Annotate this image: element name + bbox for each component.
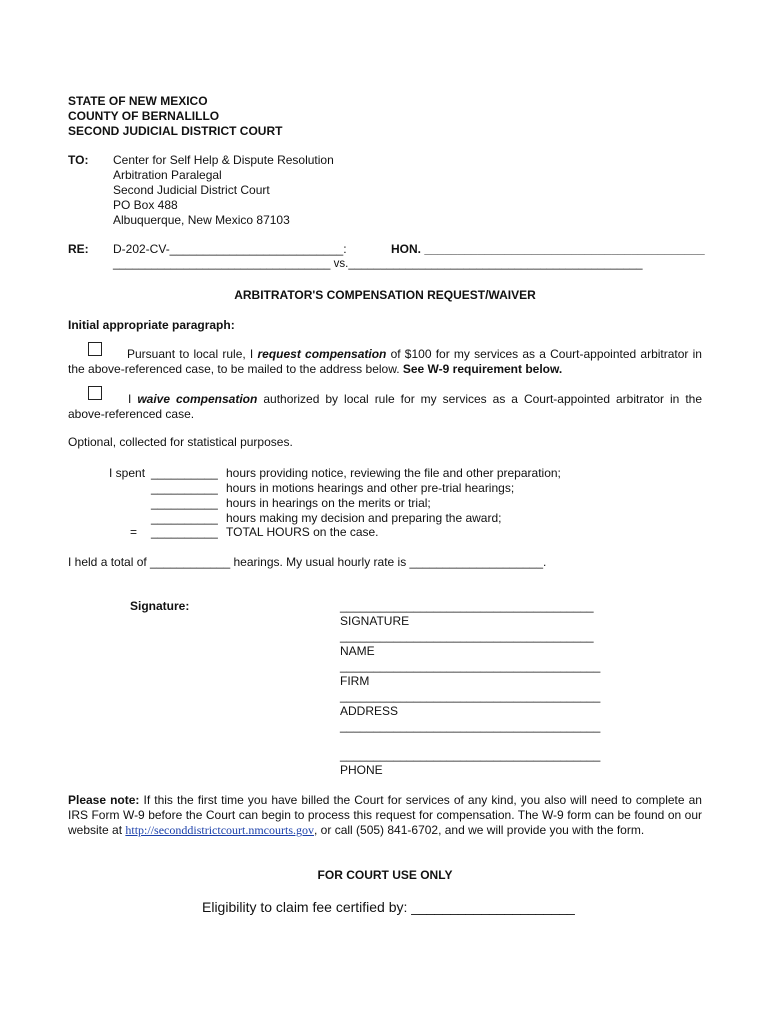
hours-item-motions: hours in motions hearings and other pre-trial hearings; — [226, 481, 515, 495]
address-blank-2[interactable]: _______________________________________ — [340, 719, 601, 733]
hours-item-decision: hours making my decision and preparing the award; — [226, 511, 502, 525]
hours-item-total: TOTAL HOURS on the case. — [226, 525, 379, 539]
phone-field-label: PHONE — [340, 763, 383, 777]
hours-blank[interactable]: __________ — [151, 496, 218, 510]
please-note-paragraph — [68, 793, 702, 838]
to-address-line: Center for Self Help & Dispute Resolution — [113, 153, 334, 167]
request-text-pre: Pursuant to local rule, I — [127, 347, 258, 361]
name-blank[interactable]: ______________________________________ — [340, 629, 594, 643]
court-website-link[interactable]: http://seconddistrictcourt.nmcourts.gov — [125, 823, 315, 837]
hours-prefix: I spent — [109, 466, 146, 480]
instructions: Initial appropriate paragraph: — [68, 318, 235, 332]
judge-field: HON. __________________________________________ — [391, 242, 705, 256]
hours-item-preparation: hours providing notice, reviewing the file and other preparation; — [226, 466, 561, 480]
request-paragraph — [68, 347, 702, 377]
parties-field: __________________________________ vs.______________________________________________ — [113, 258, 643, 270]
optional-note: Optional, collected for statistical purposes. — [68, 435, 293, 449]
to-address-line: Arbitration Paralegal — [113, 168, 222, 182]
form-title: ARBITRATOR'S COMPENSATION REQUEST/WAIVER — [234, 288, 536, 302]
hearings-rate-line: I held a total of ____________ hearings. My usual hourly rate is ____________________. — [68, 555, 547, 569]
eligibility-line: Eligibility to claim fee certified by: _____________________ — [202, 899, 575, 915]
hours-item-trial: hours in hearings on the merits or trial; — [226, 496, 431, 510]
hours-blank[interactable]: __________ — [151, 525, 218, 539]
total-equals: = — [130, 525, 138, 539]
case-number-field: D-202-CV-__________________________: — [113, 242, 347, 256]
phone-blank[interactable]: _______________________________________ — [340, 748, 601, 762]
firm-blank[interactable]: _______________________________________ — [340, 659, 601, 673]
w9-requirement-note: See W-9 requirement below. — [402, 362, 563, 376]
request-text-mid: of $100 for my services as a Court-appointed arbitrator in the above-referenced case, to be mailed to the address below. — [68, 347, 702, 376]
court-header-court: SECOND JUDICIAL DISTRICT COURT — [68, 124, 283, 138]
signature-field-label: SIGNATURE — [340, 614, 410, 628]
waive-paragraph — [68, 392, 702, 422]
name-field-label: NAME — [340, 644, 375, 658]
address-field-label: ADDRESS — [340, 704, 399, 718]
request-emphasis: request compensation — [257, 347, 387, 361]
court-header-county: COUNTY OF BERNALILLO — [68, 109, 220, 123]
hours-blank[interactable]: __________ — [151, 466, 218, 480]
to-address-line: Albuquerque, New Mexico 87103 — [113, 213, 290, 227]
waive-text-post: authorized by local rule for my services as a Court-appointed arbitrator in the above-referenced case. — [68, 392, 703, 421]
signature-blank[interactable]: ______________________________________ — [340, 599, 594, 613]
please-note-text: If this the first time you have billed the Court for services of any kind, you also will need to complete an IRS Form W-9 before the Court can begin to process this request for compensation. The W-9 form can be found on our website at — [68, 793, 702, 837]
to-address-line: PO Box 488 — [113, 198, 178, 212]
court-use-heading: FOR COURT USE ONLY — [317, 868, 453, 882]
waive-text-pre: I — [128, 392, 138, 406]
re-label: RE: — [68, 242, 89, 256]
please-note-label: Please note: — [68, 793, 140, 807]
signature-label: Signature: — [130, 599, 190, 613]
hours-blank[interactable]: __________ — [151, 481, 218, 495]
please-note-text-end: , or call (505) 841-6702, and we will provide you with the form. — [314, 823, 645, 837]
to-address-line: Second Judicial District Court — [113, 183, 270, 197]
to-label: TO: — [68, 153, 89, 167]
hours-blank[interactable]: __________ — [151, 511, 218, 525]
waive-emphasis: waive compensation — [137, 392, 258, 406]
court-header-state: STATE OF NEW MEXICO — [68, 94, 208, 108]
firm-field-label: FIRM — [340, 674, 370, 688]
address-blank[interactable]: _______________________________________ — [340, 689, 601, 703]
